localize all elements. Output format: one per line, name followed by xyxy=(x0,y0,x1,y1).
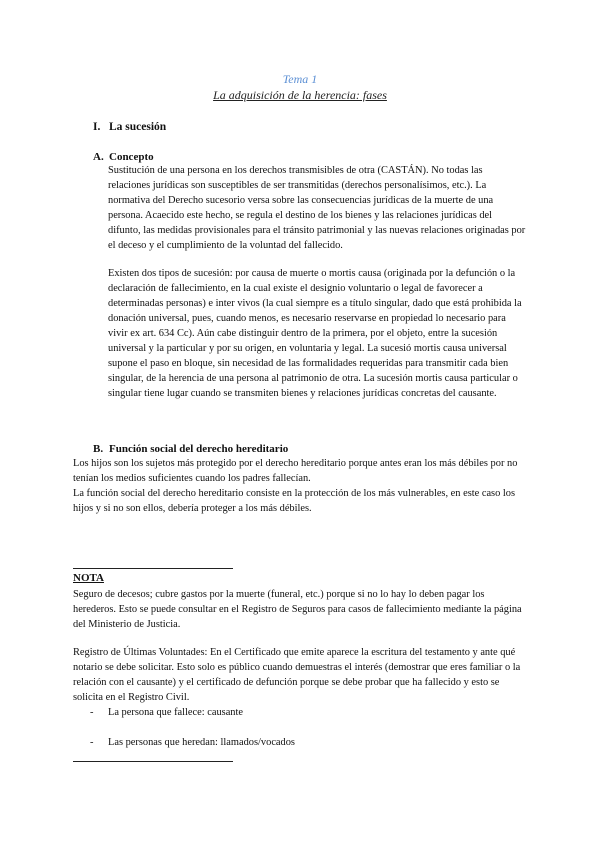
list-item xyxy=(90,705,243,720)
section-heading-sucesion xyxy=(93,121,166,133)
subsection-letter: A. xyxy=(93,151,104,163)
list-item-text: La persona que fallece: causante xyxy=(108,707,244,718)
subsection-title: Función social del derecho hereditario xyxy=(109,443,289,455)
concepto-paragraph-2: Existen dos tipos de sucesión: por causa de muerte o mortis causa (originada por la defunción o la declaración de fallecimiento, en la cual existe el designio voluntario o legal de favorecer a determinadas personas) e inter vivos (la cual siempre es a título singular, dado que está prohibida la donación universal, pues, cuando menos, es necesario reservarse en propiedad lo necesario para vivir ex art. 634 Cc). Aún cabe distinguir dentro de la primera, por el objeto, entre la sucesión universal y la particular y por su origen, en voluntaria y legal. La sucesió mortis causa universal supone el paso en bloque, sin necesidad de las formalidades requeridas para transmitir cada bien singular, de la herencia de una persona al patrimonio de otra. La sucesión mortis causa particular o singular tiene lugar cuando se transmiten bienes y relaciones jurídicas concretas del causante. xyxy=(108,268,522,399)
bullet-dash: - xyxy=(90,737,94,748)
subsection-title: Concepto xyxy=(109,151,154,163)
section-title: La sucesión xyxy=(109,121,167,133)
funcion-social-line-2: La función social del derecho hereditario consiste en la protección de los más vulnerables, en este caso los hijos y si no son ellos, debería proteger a los más débiles. xyxy=(73,488,516,514)
list-item-text: Las personas que heredan: llamados/vocados xyxy=(108,737,295,748)
funcion-social-line-1: Los hijos son los sujetos más protegido por el derecho hereditario porque antes eran los más débiles por no tenían los medios suficientes cuando los padres fallecían. xyxy=(73,458,518,484)
concepto-paragraph-1: Sustitución de una persona en los derechos transmisibles de otra (CASTÁN). No todas las relaciones jurídicas son susceptibles de ser transmitidas (derechos personalísimos, etc.). La normativa del Derecho sucesorio versa sobre las consecuencias jurídicas de la muerte de una persona. Acaecido este hecho, se regula el destino de los bienes y las relaciones jurídicas del difunto, las medidas provisionales para el tránsito patrimonial y las nuevas relaciones originadas por el deceso y el cumplimiento de la voluntad del fallecido. xyxy=(108,165,526,251)
nota-paragraph-1: Seguro de decesos; cubre gastos por la muerte (funeral, etc.) porque si no lo hay lo deben pagar los herederos. Esto se puede consultar en el Registro de Seguros para casos de fallecimiento mediante la página del Ministerio de Justicia. xyxy=(73,589,522,630)
topic-subtitle: La adquisición de la herencia: fases xyxy=(213,88,387,102)
section-number: I. xyxy=(93,121,101,133)
bullet-dash: - xyxy=(90,707,94,718)
topic-title: Tema 1 xyxy=(282,72,318,86)
divider-top xyxy=(73,568,233,569)
funcion-social-text xyxy=(73,456,523,516)
subsection-heading-funcion-social xyxy=(93,443,288,455)
nota-heading: NOTA xyxy=(73,572,104,584)
divider-bottom xyxy=(73,761,233,762)
list-item xyxy=(90,735,295,750)
nota-paragraph-2: Registro de Últimas Voluntades: En el Certificado que emite aparece la escritura del testamento y ante qué notario se debe solicitar. Esto solo es público cuando demuestras el interés (demostrar que eres familiar o la relación con el causante) y el certificado de defunción porque se debe probar que ha fallecido y esto se solicita en el Registro Civil. xyxy=(73,647,521,703)
subsection-heading-concepto xyxy=(93,151,154,163)
subsection-letter: B. xyxy=(93,443,104,455)
